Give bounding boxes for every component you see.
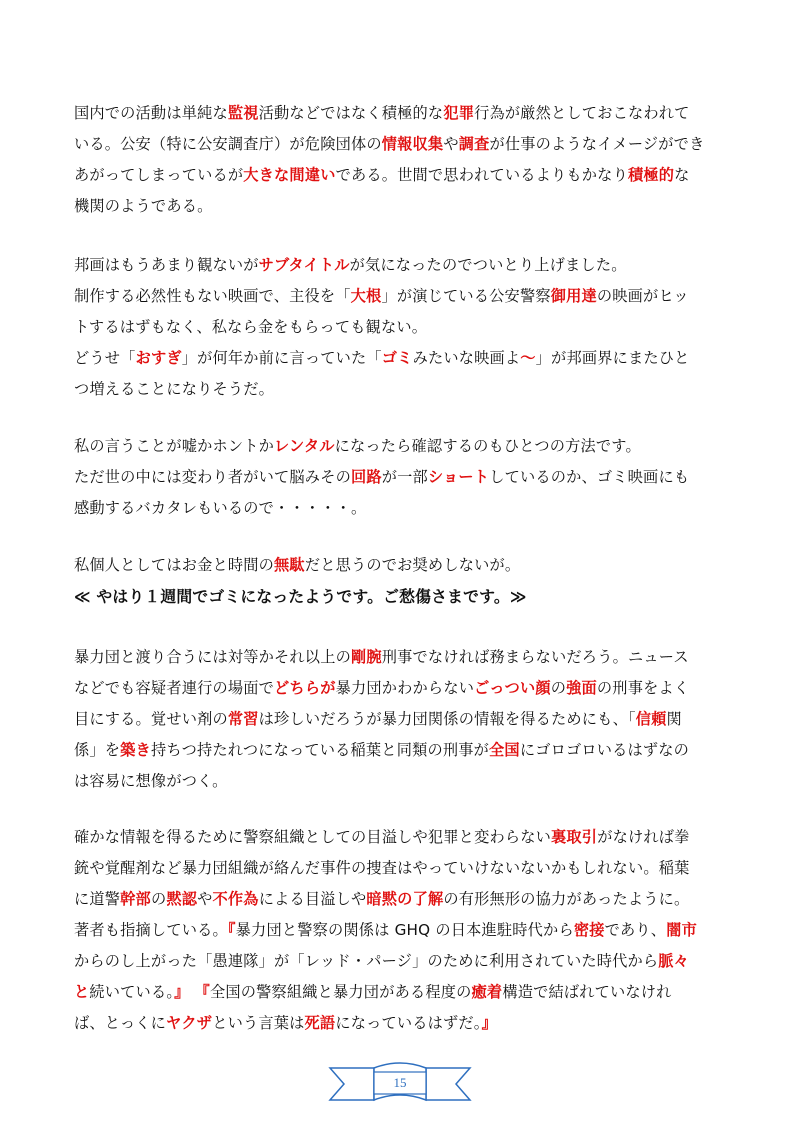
text-line — [74, 129, 734, 160]
paragraph-4 — [74, 550, 734, 612]
text-segment: 機関のようである。 — [74, 197, 213, 215]
text-segment: どうせ「 — [74, 349, 136, 367]
text-segment: ば、とっくに — [74, 1014, 167, 1032]
text-segment: の — [550, 679, 567, 697]
highlighted-term: 全国 — [489, 741, 520, 759]
text-segment: 確かな情報を得るために警察組織としての目溢しや犯罪と変わらない — [74, 828, 552, 846]
text-segment: 私個人としてはお金と時間の — [74, 556, 275, 574]
highlighted-term: どちらが — [274, 679, 336, 697]
highlighted-term: 無駄 — [274, 556, 305, 574]
text-segment: 行為が厳然としておこなわれて — [474, 104, 690, 122]
text-segment: による目溢しや — [258, 890, 367, 908]
highlighted-term: 常習 — [227, 710, 259, 728]
text-segment: は珍しいだろうが暴力団関係の情報を得るためにも、「 — [258, 710, 636, 728]
text-segment: 」が演じている公安警察 — [381, 287, 551, 305]
text-line — [74, 281, 734, 312]
text-segment: 活動などではなく積極的な — [258, 104, 444, 122]
text-segment: 刑事でなければ務まらないだろう。ニュース — [381, 648, 689, 666]
text-segment: になったら確認するのもひとつの方法です。 — [334, 437, 641, 455]
text-segment: の — [150, 890, 167, 908]
highlighted-term: と — [74, 983, 90, 1001]
text-segment: という言葉は — [212, 1014, 305, 1032]
text-segment: や — [197, 890, 213, 908]
text-segment: みたいな映画よ — [412, 349, 521, 367]
text-segment: 感動するバカタレもいるので・・・・・。 — [74, 499, 367, 517]
highlighted-term: ヤクザ — [166, 1014, 213, 1032]
text-line — [74, 374, 734, 405]
text-line — [74, 493, 734, 524]
text-segment: 私の言うことが嘘かホントか — [74, 437, 275, 455]
text-segment: などでも容疑者連行の場面で — [74, 679, 275, 697]
text-segment: 邦画はもうあまり観ないが — [74, 256, 259, 274]
highlighted-term: 『 — [227, 921, 236, 939]
text-segment: 暴力団かわからない — [335, 679, 475, 697]
text-line — [74, 977, 734, 1008]
page-number-ribbon — [328, 1056, 472, 1108]
text-line — [74, 735, 734, 766]
text-line — [74, 766, 734, 797]
text-segment: いる。公安（特に公安調査庁）が危険団体の — [74, 135, 382, 153]
text-segment: は容易に想像がつく。 — [74, 772, 228, 790]
text-segment: つ増えることになりそうだ。 — [74, 380, 275, 398]
text-line — [74, 822, 734, 853]
highlighted-term: 暗黙の了解 — [366, 890, 444, 908]
text-segment: が一部 — [381, 468, 428, 486]
text-line — [74, 312, 734, 343]
highlighted-term: 密接 — [573, 921, 605, 939]
text-line — [74, 1008, 734, 1039]
text-segment: 銃や覚醒剤など暴力団組織が絡んだ事件の捜査はやっていけないないかもしれない。稲葉 — [74, 859, 690, 877]
text-line — [74, 462, 734, 493]
highlighted-term: ゴミ — [381, 349, 413, 367]
highlighted-term: 築き — [120, 741, 151, 759]
highlighted-term: 大きな間違い — [243, 166, 336, 184]
highlighted-term: 犯罪 — [443, 104, 475, 122]
highlighted-term: 御用達 — [550, 287, 597, 305]
text-segment: 」が邦画界にまたひと — [535, 349, 690, 367]
highlighted-term: 癒着 — [471, 983, 503, 1001]
highlighted-term: 』 — [174, 983, 190, 1001]
text-segment: 暴力団と渡り合うには対等かそれ以上の — [74, 648, 351, 666]
paragraph-2 — [74, 250, 734, 405]
highlighted-term: 大根 — [350, 287, 382, 305]
text-segment: な — [674, 166, 690, 184]
text-segment: 構造で結ばれていなけれ — [502, 983, 672, 1001]
paragraph-6 — [74, 822, 734, 1039]
text-line — [74, 581, 734, 612]
text-segment: の有形無形の協力があったように。 — [443, 890, 690, 908]
highlighted-term: 情報収集 — [381, 135, 444, 153]
text-line — [74, 98, 734, 129]
highlighted-term: 死語 — [304, 1014, 336, 1032]
highlighted-term: 剛腕 — [350, 648, 382, 666]
text-line — [74, 946, 734, 977]
text-line — [74, 884, 734, 915]
highlighted-term: 黙認 — [166, 890, 198, 908]
text-segment: 係」を — [74, 741, 121, 759]
text-segment: になっているはずだ。 — [335, 1014, 482, 1032]
paragraph-5 — [74, 642, 734, 797]
text-segment: の刑事をよく — [596, 679, 690, 697]
text-segment: であり、 — [604, 921, 667, 939]
text-line — [74, 642, 734, 673]
text-segment: が気になったのでついとり上げました。 — [349, 256, 627, 274]
text-segment: である。世間で思われているよりもかなり — [335, 166, 628, 184]
text-line — [74, 343, 734, 374]
paragraph-1 — [74, 98, 734, 222]
text-segment: 制作する必然性もない映画で、主役を「 — [74, 287, 351, 305]
text-line — [74, 431, 734, 462]
text-segment: 持ちつ持たれつになっている稲葉と同類の刑事が — [150, 741, 490, 759]
highlighted-term: 強面 — [566, 679, 597, 697]
text-segment: ただ世の中には変わり者がいて脳みその — [74, 468, 351, 486]
highlighted-term: 『 — [194, 983, 210, 1001]
highlighted-term: サブタイトル — [258, 256, 350, 274]
text-segment: 著者も指摘している。 — [74, 921, 228, 939]
text-segment: トするはずもなく、私なら金をもらっても観ない。 — [74, 318, 428, 336]
highlighted-term: ごっつい顔 — [474, 679, 551, 697]
highlighted-term: 監視 — [227, 104, 259, 122]
text-segment: 国内での活動は単純な — [74, 104, 228, 122]
text-segment: からのし上がった「愚連隊」が「レッド・パージ」のために利用されていた時代から — [74, 952, 659, 970]
text-segment: がなければ拳 — [597, 828, 690, 846]
text-segment: あがってしまっているが — [74, 166, 244, 184]
highlighted-term: 調査 — [458, 135, 490, 153]
highlighted-term: 積極的 — [627, 166, 675, 184]
text-line — [74, 191, 734, 222]
text-segment: の映画がヒッ — [596, 287, 689, 305]
highlighted-term: 』 — [481, 1014, 497, 1032]
text-segment: ≪ やはり１週間でゴミになったようです。ご愁傷さまです。≫ — [74, 587, 527, 606]
highlighted-term: 信頼 — [635, 710, 667, 728]
text-segment: 全国の警察組織と暴力団がある程度の — [209, 983, 472, 1001]
text-segment: に道警 — [74, 890, 121, 908]
text-line — [74, 915, 734, 946]
highlighted-term: 裏取引 — [551, 828, 598, 846]
text-line — [74, 550, 734, 581]
highlighted-term: 回路 — [350, 468, 382, 486]
paragraph-3 — [74, 431, 734, 524]
highlighted-term: 闇市 — [666, 921, 697, 939]
text-segment: だと思うのでお奨めしないが。 — [304, 556, 521, 574]
text-segment: 関 — [666, 710, 682, 728]
text-segment: 」が何年か前に言っていた「 — [181, 349, 382, 367]
highlighted-term: ～ — [520, 349, 536, 367]
text-segment: にゴロゴロいるはずなの — [519, 741, 690, 759]
text-segment: 続いている。 — [89, 983, 175, 1001]
highlighted-term: レンタル — [274, 437, 335, 455]
page-number: 15 — [393, 1075, 407, 1090]
text-segment: しているのか、ゴミ映画にも — [489, 468, 690, 486]
text-line — [74, 673, 734, 704]
highlighted-term: 脈々 — [658, 952, 690, 970]
text-segment: 目にする。覚せい剤の — [74, 710, 228, 728]
highlighted-term: ショート — [427, 468, 490, 486]
text-line — [74, 160, 734, 191]
text-segment: や — [443, 135, 459, 153]
highlighted-term: 幹部 — [120, 890, 151, 908]
highlighted-term: 不作為 — [212, 890, 259, 908]
text-line — [74, 250, 734, 281]
text-line — [74, 853, 734, 884]
highlighted-term: おすぎ — [135, 349, 182, 367]
text-line — [74, 704, 734, 735]
text-segment: 暴力団と警察の関係は GHQ の日本進駐時代から — [235, 921, 574, 939]
text-segment: が仕事のようなイメージができ — [489, 135, 705, 153]
